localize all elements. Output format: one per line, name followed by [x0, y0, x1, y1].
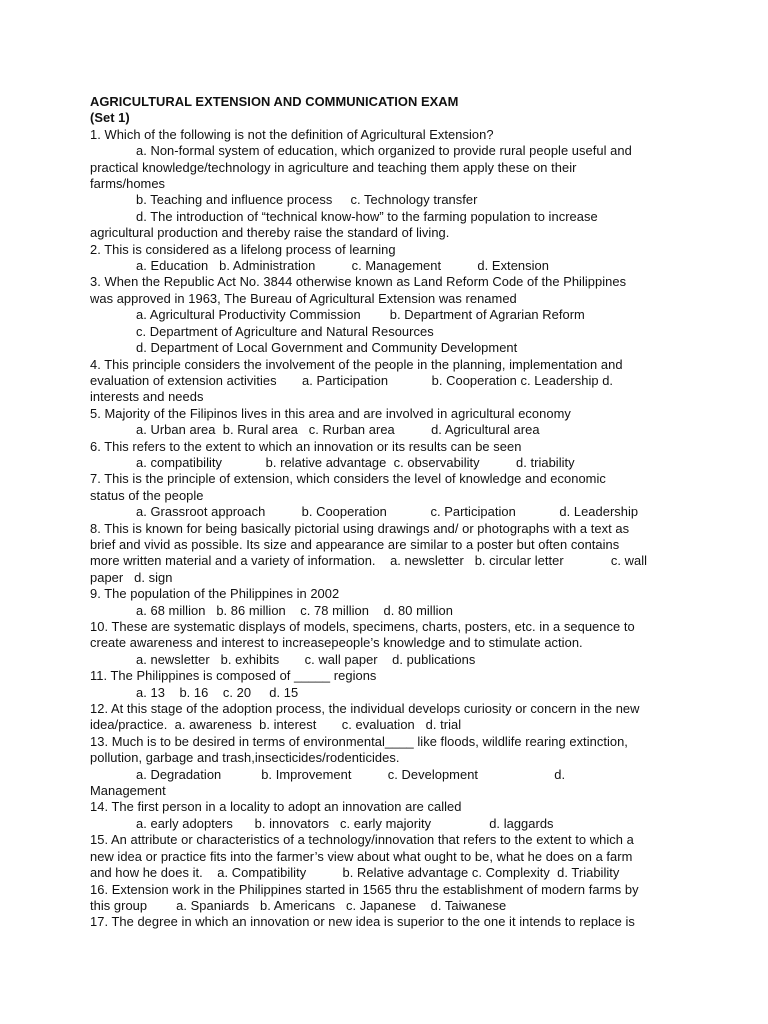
question-text-line: interests and needs [90, 389, 204, 405]
answer-choice-line: a. Urban area b. Rural area c. Rurban area d. Agricultural area [136, 422, 540, 438]
answer-choice-line: a. 68 million b. 86 million c. 78 million d. 80 million [136, 602, 453, 618]
question-text-line: 10. These are systematic displays of models, specimens, charts, posters, etc. in a sequence to [90, 619, 635, 634]
answer-choice-line: a. Education b. Administration c. Management d. Extension [136, 258, 549, 274]
question-text-line: 14. The first person in a locality to adopt an innovation are called [90, 799, 462, 815]
question-text-line: paper d. sign [90, 569, 173, 585]
question-text-line: 15. An attribute or characteristics of a technology/innovation that refers to the extent to which a [90, 832, 634, 848]
question-text-line: this group a. Spaniards b. Americans c. Japanese d. Taiwanese [90, 897, 507, 913]
question-text-line: 2. This is considered as a lifelong process of learning [90, 241, 396, 257]
answer-choice-line: a. newsletter b. exhibits c. wall paper d. publications [136, 651, 476, 667]
question-text-line: 4. This principle considers the involvement of the people in the planning, implementation and [90, 356, 623, 372]
answer-choice-line: b. Teaching and influence process c. Technology transfer [136, 192, 478, 208]
question-text-line: create awareness and interest to increasepeople’s knowledge and to stimulate action. [90, 635, 583, 651]
question-text-line: more written material and a variety of information. a. newsletter b. circular letter c. wall [90, 553, 648, 569]
answer-choice-line: c. Department of Agriculture and Natural Resources [136, 323, 434, 339]
answer-choice-line: a. compatibility b. relative advantage c. observability d. triability [136, 454, 575, 470]
question-text-line: 12. At this stage of the adoption process, the individual develops curiosity or concern in the new [90, 701, 640, 717]
answer-choice-line: a. early adopters b. innovators c. early majority d. laggards [136, 815, 554, 831]
question-text-line: 13. Much is to be desired in terms of environmental____ like floods, wildlife rearing extinction, [90, 733, 628, 749]
question-text-line: was approved in 1963, The Bureau of Agricultural Extension was renamed [90, 290, 517, 306]
question-text-line: 11. The Philippines is composed of _____ regions [90, 668, 377, 684]
question-text-line: 3. When the Republic Act No. 3844 otherwise known as Land Reform Code of the Philippines [90, 274, 627, 290]
question-text-line: 8. This is known for being basically pictorial using drawings and/ or photographs with a text as [90, 520, 630, 536]
exam-set-label: (Set 1) [90, 110, 130, 126]
exam-body [90, 127, 678, 931]
question-text-line: 7. This is the principle of extension, which considers the level of knowledge and economic [90, 471, 606, 487]
question-text-line: and how he does it. a. Compatibility b. Relative advantage c. Complexity d. Triability [90, 865, 620, 881]
answer-choice-line: a. Grassroot approach b. Cooperation c. Participation d. Leadership [136, 504, 639, 520]
question-text-line: evaluation of extension activities a. Participation b. Cooperation c. Leadership d. [90, 372, 614, 388]
question-text-line: idea/practice. a. awareness b. interest c. evaluation d. trial [90, 717, 462, 733]
question-text-line: 6. This refers to the extent to which an innovation or its results can be seen [90, 438, 522, 454]
question-text-line: practical knowledge/technology in agriculture and teaching them apply these on their [90, 159, 577, 175]
question-text-line: farms/homes [90, 176, 166, 192]
question-text-line: Management [90, 783, 166, 799]
question-text-line: pollution, garbage and trash,insecticides/rodenticides. [90, 750, 400, 766]
answer-choice-line: a. 13 b. 16 c. 20 d. 15 [136, 684, 299, 700]
question-text-line: 16. Extension work in the Philippines started in 1565 thru the establishment of modern farms by [90, 881, 639, 897]
exam-title: AGRICULTURAL EXTENSION AND COMMUNICATION EXAM [90, 94, 459, 109]
answer-choice-line: a. Agricultural Productivity Commission b. Department of Agrarian Reform [136, 307, 585, 323]
answer-choice-line: a. Non-formal system of education, which organized to provide rural people useful and [136, 143, 632, 159]
question-text-line: agricultural production and thereby raise the standard of living. [90, 225, 450, 241]
answer-choice-line: a. Degradation b. Improvement c. Development d. [136, 766, 566, 782]
question-text-line: status of the people [90, 487, 204, 503]
question-text-line: brief and vivid as possible. Its size and appearance are similar to a poster but often contains [90, 536, 620, 552]
answer-choice-line: d. Department of Local Government and Community Development [136, 340, 518, 356]
question-text-line: 5. Majority of the Filipinos lives in this area and are involved in agricultural economy [90, 405, 571, 421]
question-text-line: new idea or practice fits into the farmer’s view about what ought to be, what he does on a farm [90, 848, 633, 864]
question-text-line: 9. The population of the Philippines in 2002 [90, 586, 340, 602]
question-text-line: 17. The degree in which an innovation or new idea is superior to the one it intends to replace is [90, 914, 635, 930]
answer-choice-line: d. The introduction of “technical know-how” to the farming population to increase [136, 208, 598, 224]
question-text-line: 1. Which of the following is not the definition of Agricultural Extension? [90, 126, 494, 142]
